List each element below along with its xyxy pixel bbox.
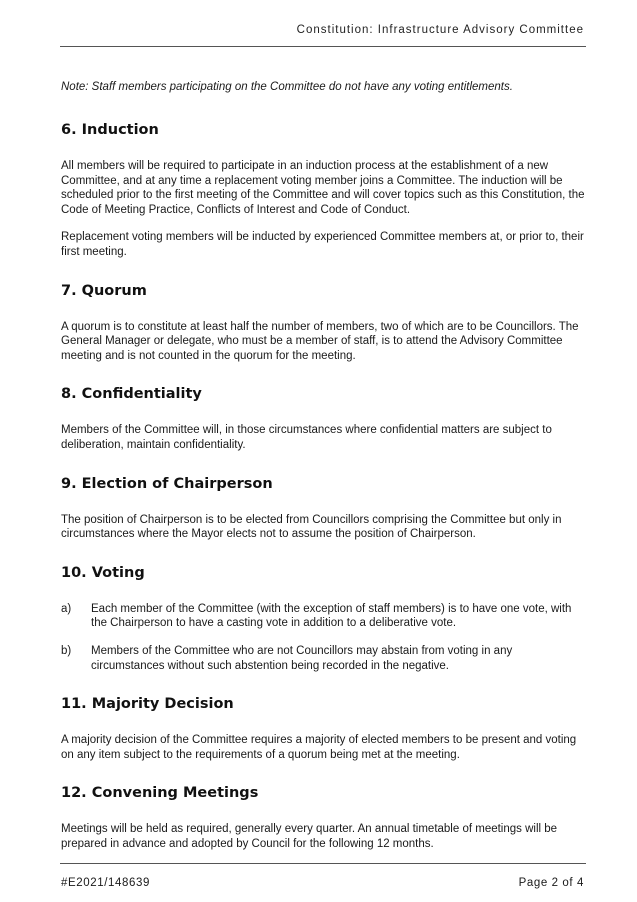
section-heading: 10. Voting bbox=[61, 564, 145, 581]
page-number: Page 2 of 4 bbox=[518, 877, 584, 889]
section-paragraph: Meetings will be held as required, generally every quarter. An annual timetable of meetings will be prepared in advance and adopted by Council for the following 12 months. bbox=[61, 823, 558, 850]
list-marker: b) bbox=[61, 644, 72, 657]
section-paragraph: Members of the Committee will, in those circumstances where confidential matters are subject to deliberation, maintain confidentiality. bbox=[61, 424, 552, 451]
section-heading: 11. Majority Decision bbox=[61, 696, 234, 713]
document-body bbox=[61, 80, 587, 851]
section-induction bbox=[61, 121, 587, 260]
section-heading: 9. Election of Chairperson bbox=[61, 475, 273, 492]
section-voting bbox=[61, 564, 587, 673]
section-paragraph: All members will be required to participate in an induction process at the establishment of a new Committee, and at any time a replacement voting member joins a Committee. The induction will be scheduled prior to the first meeting of the Committee and will cover topics such as this Constitution, the Code of Meeting Practice, Conflicts of Interest and Code of Conduct. bbox=[61, 160, 585, 216]
header-rule bbox=[60, 46, 586, 47]
section-convening-meetings bbox=[61, 784, 587, 851]
section-heading: 7. Quorum bbox=[61, 282, 147, 299]
section-paragraph: Replacement voting members will be inducted by experienced Committee members at, or prior to, their first meeting. bbox=[61, 231, 584, 258]
section-confidentiality bbox=[61, 385, 587, 452]
footer-rule bbox=[60, 863, 586, 864]
section-paragraph: A majority decision of the Committee requires a majority of elected members to be present and voting on any item subject to the requirements of a quorum being met at the meeting. bbox=[61, 734, 577, 761]
section-heading: 6. Induction bbox=[61, 122, 159, 138]
staff-voting-note: Note: Staff members participating on the Committee do not have any voting entitlements. bbox=[61, 81, 513, 93]
section-heading: 12. Convening Meetings bbox=[61, 785, 259, 802]
section-heading: 8. Confidentiality bbox=[61, 386, 202, 403]
section-paragraph: A quorum is to constitute at least half the number of members, two of which are to be Councillors. The General Manager or delegate, who must be a member of staff, is to attend the Advisory Committee meeting and is not counted in the quorum for the meeting. bbox=[61, 320, 579, 362]
section-election-of-chairperson bbox=[61, 475, 587, 542]
section-quorum bbox=[61, 282, 587, 364]
list-item-text: Each member of the Committee (with the exception of staff members) is to have one vote, with the Chairperson to have a casting vote in addition to a deliberative vote. bbox=[91, 602, 572, 630]
document-reference: #E2021/148639 bbox=[61, 877, 151, 889]
list-marker: a) bbox=[61, 602, 72, 615]
running-header: Constitution: Infrastructure Advisory Committee bbox=[296, 24, 584, 36]
section-paragraph: The position of Chairperson is to be elected from Councillors comprising the Committee but only in circumstances where the Mayor elects not to assume the position of Chairperson. bbox=[61, 513, 562, 541]
section-majority-decision bbox=[61, 695, 587, 762]
list-item-text: Members of the Committee who are not Councillors may abstain from voting in any circumstances without such abstention being recorded in the negative. bbox=[91, 644, 513, 672]
list-item bbox=[61, 602, 587, 631]
list-item bbox=[61, 644, 587, 673]
